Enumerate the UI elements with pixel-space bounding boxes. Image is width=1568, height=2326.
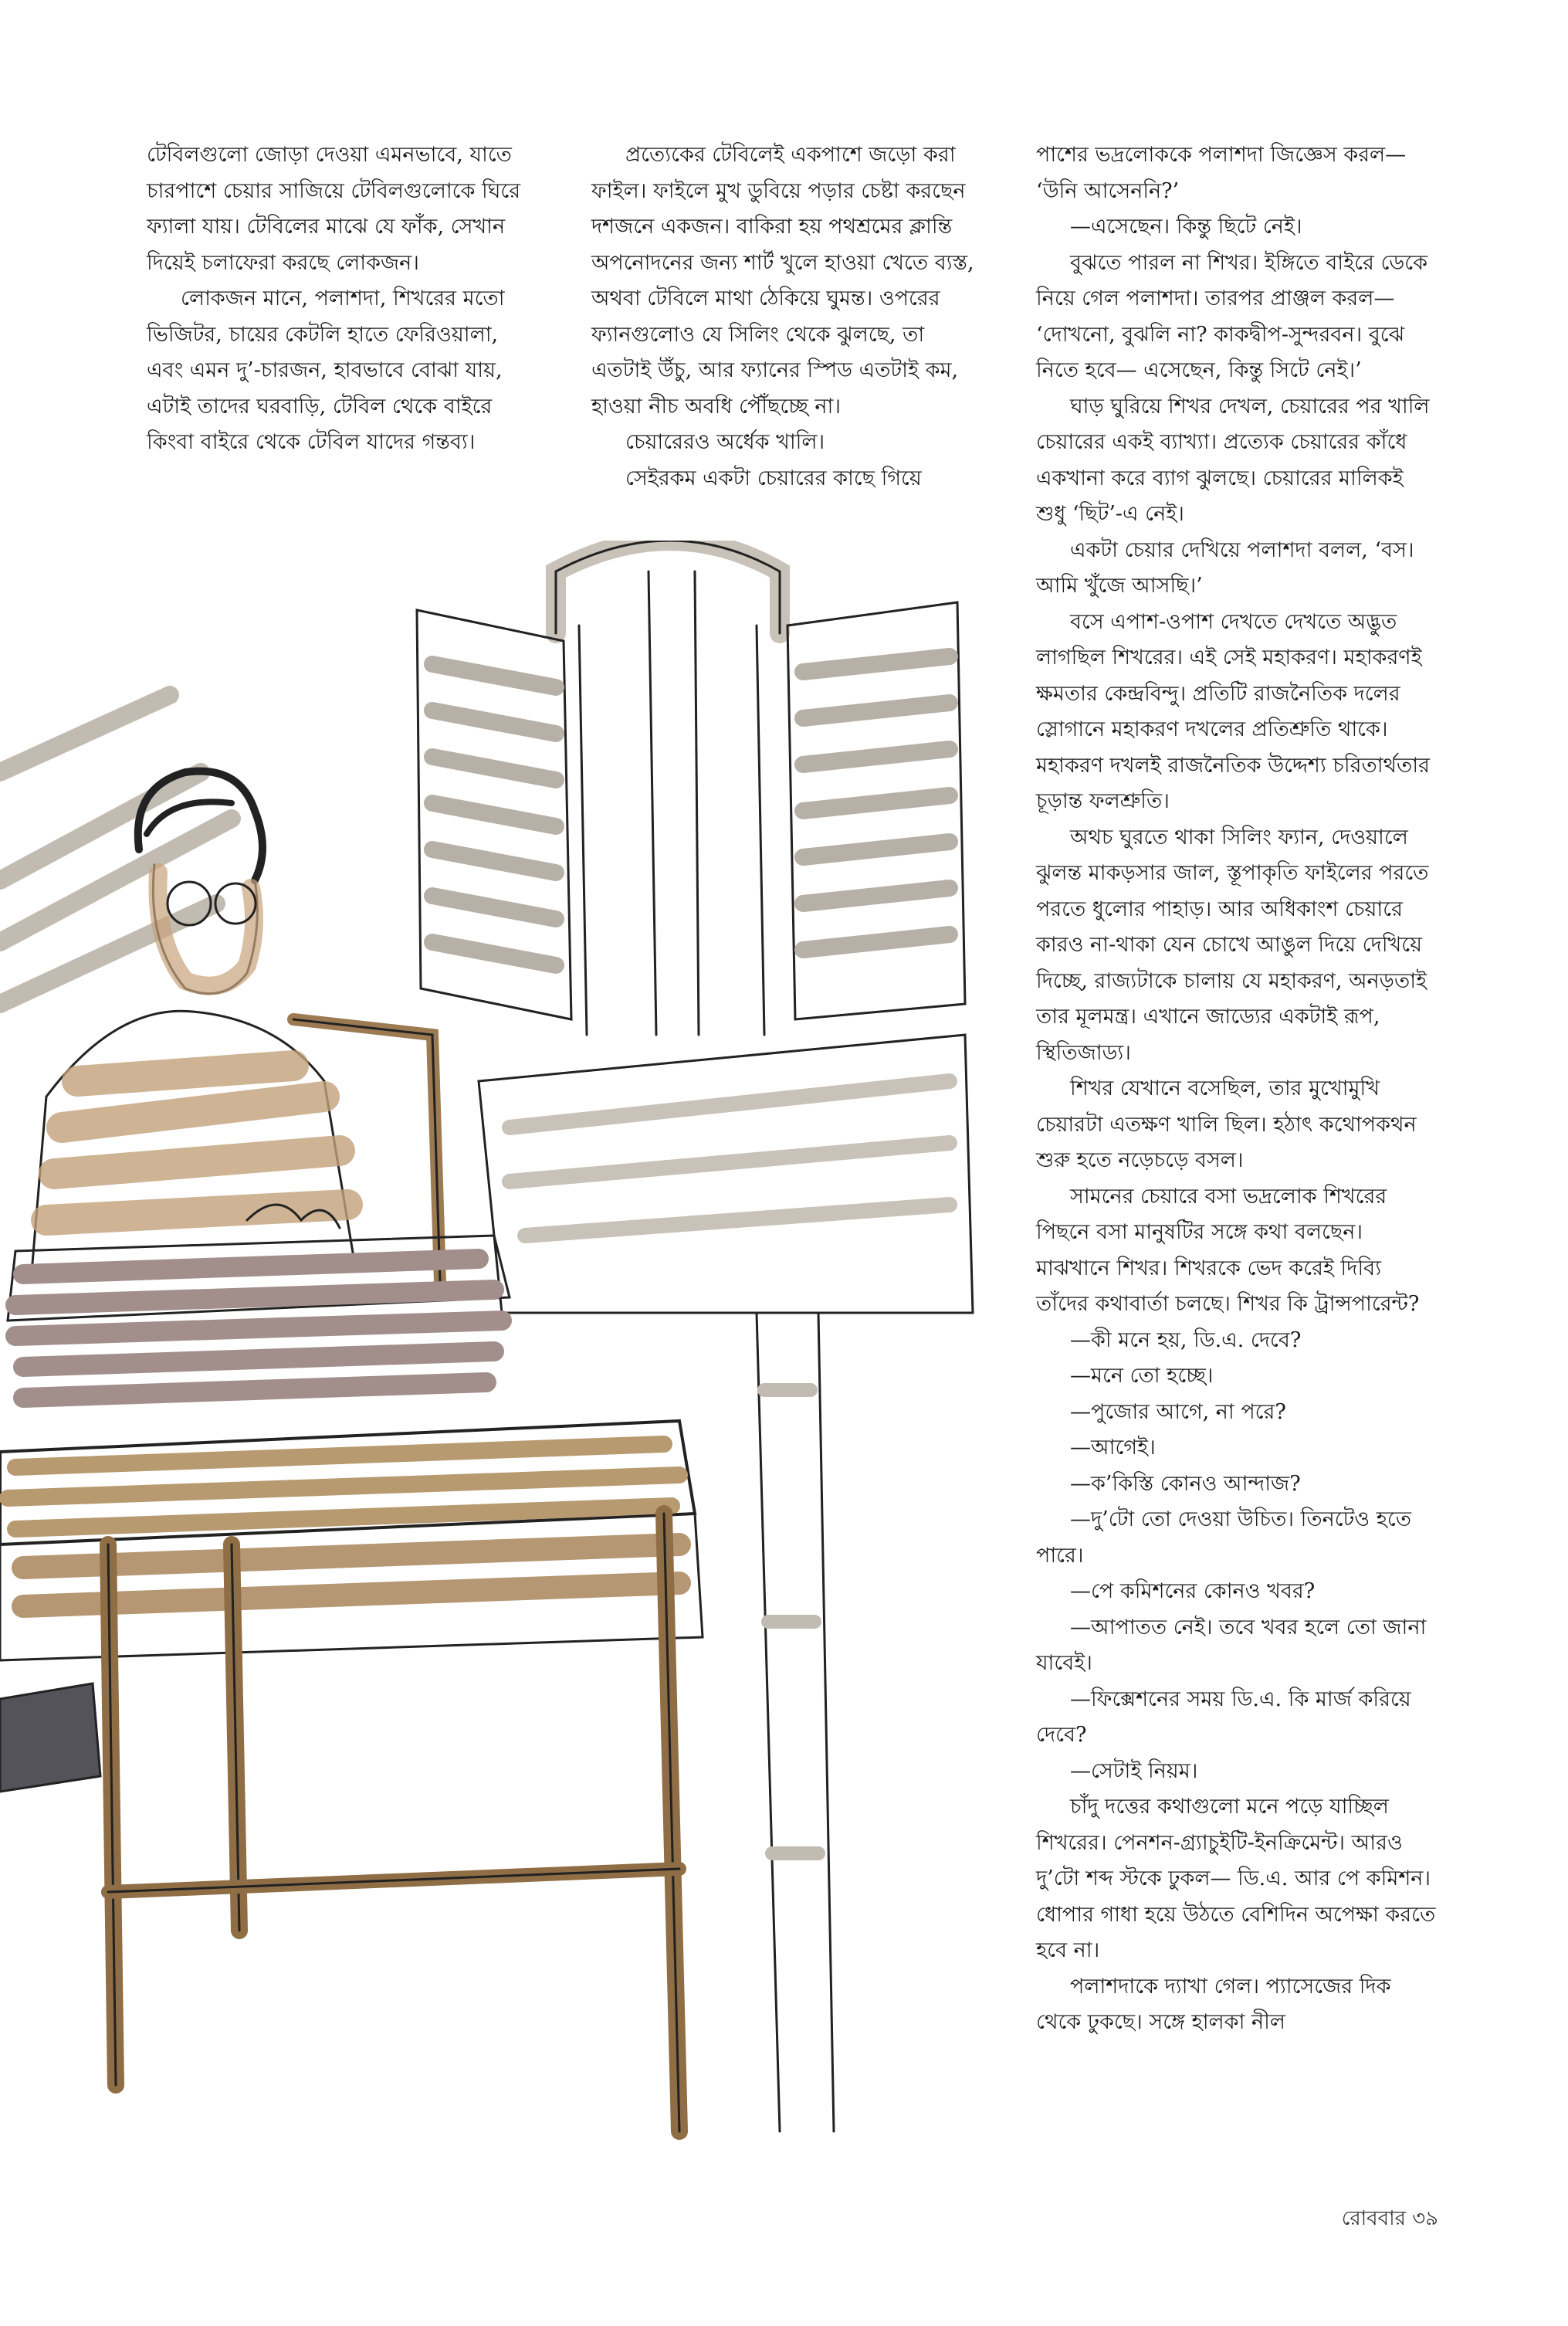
paragraph: লোকজন মানে, পলাশদা, শিখরের মতো ভিজিটর, চায়ের কেটলি হাতে ফেরিওয়ালা, এবং এমন দু’-চারজন, হাবভাবে বোঝা যায়, এটাই তাদের ঘরবাড়ি, টেবিল থেকে বাইরে কিংবা বাইরে থেকে টেবিল যাদের গন্তব্য। (147, 287, 505, 454)
dialogue-line: —সেটাই নিয়ম। (1070, 1758, 1198, 1783)
paragraph: ঘাড় ঘুরিয়ে শিখর দেখল, চেয়ারের পর খালি চেয়ারের একই ব্যাখ্যা। প্রত্যেক চেয়ারের কাঁধে একখানা করে ব্যাগ ঝুলছে। চেয়ারের মালিকই শুধু ‘ছিট’-এ নেই। (1036, 394, 1430, 526)
paragraph: টেবিলগুলো জোড়া দেওয়া এমনভাবে, যাতে চারপাশে চেয়ার সাজিয়ে টেবিলগুলোকে ঘিরে ফ্যালা যায়। টেবিলের মাঝে যে ফাঁক, সেখান দিয়েই চলাফেরা করছে লোকজন। (147, 143, 521, 275)
text-column-3 (1036, 137, 1438, 2041)
paragraph: পাশের ভদ্রলোককে পলাশদা জিজ্ঞেস করল— ‘উনি আসেননি?’ (1036, 143, 1407, 203)
dialogue-line: —পে কমিশনের কোনও খবর? (1070, 1579, 1316, 1603)
paragraph: সামনের চেয়ারে বসা ভদ্রলোক শিখরের পিছনে বসা মানুষটির সঙ্গে কথা বলছেন। মাঝখানে শিখর। শিখরকে ভেদ করেই দিব্যি তাঁদের কথাবার্তা চলছে। শিখর কি ট্রান্সপারেন্ট? (1036, 1184, 1420, 1316)
office-illustration (0, 541, 996, 2147)
text-column-2 (591, 137, 977, 497)
paragraph: শিখর যেখানে বসেছিল, তার মুখোমুখি চেয়ারটা এতক্ষণ খালি ছিল। হঠাৎ কথোপকথন শুরু হতে নড়েচড়ে বসল। (1036, 1077, 1417, 1172)
paragraph: অথচ ঘুরতে থাকা সিলিং ফ্যান, দেওয়ালে ঝুলন্ত মাকড়সার জাল, স্তূপাকৃতি ফাইলের পরতে পরতে ধুলোর পাহাড়। আর অধিকাংশ চেয়ারে কারও না-থাকা যেন চোখে আঙুল দিয়ে দেখিয়ে দিচ্ছে, রাজ্যটাকে চালায় যে মহাকরণ, অনড়তাই তার মূলমন্ত্র। এখানে জাড্যের একটাই রূপ, স্থিতিজাড্য। (1036, 825, 1429, 1065)
dialogue-line: —দু’টো তো দেওয়া উচিত। তিনটেও হতে পারে। (1036, 1507, 1412, 1568)
sketch-strokes (0, 541, 973, 2131)
paragraph: চেয়ারেরও অর্ধেক খালি। (625, 430, 825, 454)
paragraph: চাঁদু দত্তের কথাগুলো মনে পড়ে যাচ্ছিল শিখরের। পেনশন-গ্র্যাচুইটি-ইনক্রিমেন্ট। আরও দু’টো শব্দ স্টকে ঢুকল— ডি.এ. আর পে কমিশন। ধোপার গাধা হয়ে উঠতে বেশিদিন অপেক্ষা করতে হবে না। (1036, 1795, 1436, 1962)
dialogue-line: —কী মনে হয়, ডি.এ. দেবে? (1070, 1327, 1302, 1352)
text-column-1 (147, 137, 533, 461)
dialogue-line: —এসেছেন। কিন্তু ছিটে নেই। (1070, 215, 1302, 239)
dialogue-line: —আগেই। (1070, 1436, 1156, 1460)
dialogue-line: —ফিক্সেশনের সময় ডি.এ. কি মার্জ করিয়ে দেবে? (1036, 1687, 1411, 1747)
paragraph: বুঝতে পারল না শিখর। ইঙ্গিতে বাইরে ডেকে নিয়ে গেল পলাশদা। তারপর প্রাঞ্জল করল— ‘দোখনো, বুঝলি না? কাকদ্বীপ-সুন্দরবন। বুঝে নিতে হবে— এসেছেন, কিন্তু সিটে নেই।’ (1036, 250, 1428, 382)
paragraph: সেইরকম একটা চেয়ারের কাছে গিয়ে (625, 466, 922, 490)
dialogue-line: —ক’কিস্তি কোনও আন্দাজ? (1070, 1471, 1301, 1496)
paragraph: পলাশদাকে দ্যাখা গেল। প্যাসেজের দিক থেকে ঢুকছে। সঙ্গে হালকা নীল (1036, 1974, 1391, 2034)
page-number: রোববার ৩৯ (1341, 2207, 1438, 2230)
paragraph: প্রত্যেকের টেবিলেই একপাশে জড়ো করা ফাইল। ফাইলে মুখ ডুবিয়ে পড়ার চেষ্টা করছেন দশজনে একজন। বাকিরা হয় পথশ্রমের ক্লান্তি অপনোদনের জন্য শার্ট খুলে হাওয়া খেতে ব্যস্ত, অথবা টেবিলে মাথা ঠেকিয়ে ঘুমন্ত। ওপরের ফ্যানগুলোও যে সিলিং থেকে ঝুলছে, তা এতটাই উঁচু, আর ফ্যানের স্পিড এতটাই কম, হাওয়া নীচ অবধি পৌঁছচ্ছে না। (591, 143, 974, 419)
dialogue-line: —মনে তো হচ্ছে। (1070, 1364, 1214, 1388)
paragraph: বসে এপাশ-ওপাশ দেখতে দেখতে অদ্ভুত লাগছিল শিখরের। এই সেই মহাকরণ। মহাকরণই ক্ষমতার কেন্দ্রবিন্দু। প্রতিটি রাজনৈতিক দলের স্লোগানে মহাকরণ দখলের প্রতিশ্রুতি থাকে। মহাকরণ দখলই রাজনৈতিক উদ্দেশ্য চরিতার্থতার চূড়ান্ত ফলশ্রুতি। (1036, 609, 1430, 813)
paragraph: একটা চেয়ার দেখিয়ে পলাশদা বলল, ‘বস। আমি খুঁজে আসছি।’ (1036, 537, 1414, 598)
dialogue-line: —পুজোর আগে, না পরে? (1070, 1399, 1286, 1424)
dialogue-line: —আপাতত নেই। তবে খবর হলে তো জানা যাবেই। (1036, 1615, 1427, 1675)
